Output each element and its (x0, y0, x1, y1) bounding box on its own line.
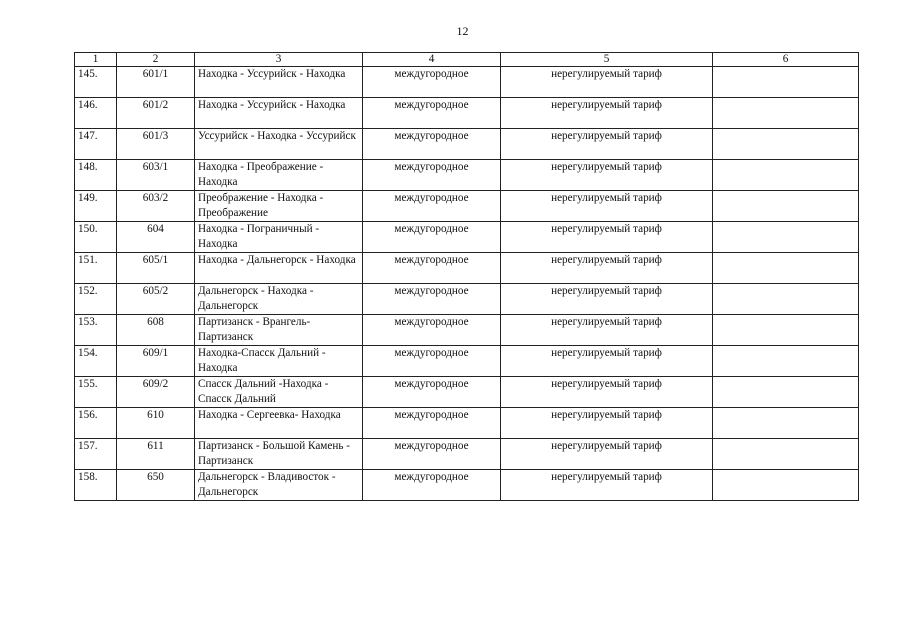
routes-table (74, 52, 859, 501)
extra-cell (713, 346, 859, 377)
route-code-cell: 609/1 (117, 346, 195, 377)
extra-cell (713, 222, 859, 253)
row-number-cell: 153. (75, 315, 117, 346)
route-type-cell: междугородное (363, 284, 501, 315)
route-name-cell: Дальнегорск - Владивосток - Дальнегорск (195, 470, 363, 501)
tariff-cell: нерегулируемый тариф (501, 191, 713, 222)
row-number-cell: 155. (75, 377, 117, 408)
route-code-cell: 611 (117, 439, 195, 470)
tariff-cell: нерегулируемый тариф (501, 408, 713, 439)
row-number-cell: 158. (75, 470, 117, 501)
route-type-cell: междугородное (363, 377, 501, 408)
table-body (75, 67, 859, 501)
row-number-cell: 145. (75, 67, 117, 98)
route-type-cell: междугородное (363, 439, 501, 470)
table-row (75, 439, 859, 470)
extra-cell (713, 377, 859, 408)
route-code-cell: 601/3 (117, 129, 195, 160)
table-row (75, 377, 859, 408)
column-header-5: 5 (501, 53, 713, 67)
tariff-cell: нерегулируемый тариф (501, 129, 713, 160)
extra-cell (713, 191, 859, 222)
page-number: 12 (456, 24, 469, 38)
tariff-cell: нерегулируемый тариф (501, 160, 713, 191)
row-number-cell: 146. (75, 98, 117, 129)
extra-cell (713, 315, 859, 346)
route-name-cell: Находка - Дальнегорск - Находка (195, 253, 363, 284)
route-name-cell: Преображение - Находка - Преображение (195, 191, 363, 222)
table-row (75, 408, 859, 439)
tariff-cell: нерегулируемый тариф (501, 253, 713, 284)
route-code-cell: 605/1 (117, 253, 195, 284)
extra-cell (713, 129, 859, 160)
row-number-cell: 154. (75, 346, 117, 377)
route-type-cell: междугородное (363, 253, 501, 284)
route-type-cell: междугородное (363, 470, 501, 501)
route-code-cell: 601/1 (117, 67, 195, 98)
row-number-cell: 157. (75, 439, 117, 470)
table-row (75, 67, 859, 98)
row-number-cell: 150. (75, 222, 117, 253)
route-code-cell: 603/2 (117, 191, 195, 222)
table-row (75, 470, 859, 501)
table-row (75, 284, 859, 315)
tariff-cell: нерегулируемый тариф (501, 346, 713, 377)
tariff-cell: нерегулируемый тариф (501, 67, 713, 98)
route-name-cell: Находка-Спасск Дальний - Находка (195, 346, 363, 377)
extra-cell (713, 98, 859, 129)
route-name-cell: Спасск Дальний -Находка - Спасск Дальний (195, 377, 363, 408)
route-name-cell: Находка - Уссурийск - Находка (195, 67, 363, 98)
extra-cell (713, 470, 859, 501)
route-name-cell: Уссурийск - Находка - Уссурийск (195, 129, 363, 160)
extra-cell (713, 284, 859, 315)
route-code-cell: 608 (117, 315, 195, 346)
table-row (75, 160, 859, 191)
column-header-1: 1 (75, 53, 117, 67)
table-row (75, 315, 859, 346)
route-type-cell: междугородное (363, 408, 501, 439)
route-type-cell: междугородное (363, 98, 501, 129)
table-row (75, 129, 859, 160)
route-name-cell: Находка - Уссурийск - Находка (195, 98, 363, 129)
table-row (75, 253, 859, 284)
extra-cell (713, 67, 859, 98)
tariff-cell: нерегулируемый тариф (501, 470, 713, 501)
row-number-cell: 148. (75, 160, 117, 191)
extra-cell (713, 253, 859, 284)
route-type-cell: междугородное (363, 315, 501, 346)
route-code-cell: 603/1 (117, 160, 195, 191)
tariff-cell: нерегулируемый тариф (501, 439, 713, 470)
row-number-cell: 147. (75, 129, 117, 160)
route-name-cell: Партизанск - Врангель- Партизанск (195, 315, 363, 346)
row-number-cell: 156. (75, 408, 117, 439)
route-type-cell: междугородное (363, 191, 501, 222)
route-code-cell: 650 (117, 470, 195, 501)
column-header-3: 3 (195, 53, 363, 67)
route-type-cell: междугородное (363, 222, 501, 253)
route-name-cell: Дальнегорск - Находка - Дальнегорск (195, 284, 363, 315)
route-code-cell: 604 (117, 222, 195, 253)
table-row (75, 222, 859, 253)
route-code-cell: 609/2 (117, 377, 195, 408)
route-type-cell: междугородное (363, 129, 501, 160)
route-code-cell: 605/2 (117, 284, 195, 315)
route-code-cell: 601/2 (117, 98, 195, 129)
route-type-cell: междугородное (363, 160, 501, 191)
route-name-cell: Находка - Преображение - Находка (195, 160, 363, 191)
column-header-6: 6 (713, 53, 859, 67)
table-header-row (75, 53, 859, 67)
route-name-cell: Партизанск - Большой Камень - Партизанск (195, 439, 363, 470)
route-code-cell: 610 (117, 408, 195, 439)
tariff-cell: нерегулируемый тариф (501, 98, 713, 129)
row-number-cell: 152. (75, 284, 117, 315)
table-row (75, 191, 859, 222)
row-number-cell: 149. (75, 191, 117, 222)
tariff-cell: нерегулируемый тариф (501, 284, 713, 315)
row-number-cell: 151. (75, 253, 117, 284)
table-row (75, 98, 859, 129)
tariff-cell: нерегулируемый тариф (501, 315, 713, 346)
route-type-cell: междугородное (363, 67, 501, 98)
extra-cell (713, 439, 859, 470)
tariff-cell: нерегулируемый тариф (501, 222, 713, 253)
extra-cell (713, 160, 859, 191)
route-name-cell: Находка - Пограничный - Находка (195, 222, 363, 253)
column-header-2: 2 (117, 53, 195, 67)
extra-cell (713, 408, 859, 439)
route-type-cell: междугородное (363, 346, 501, 377)
table-row (75, 346, 859, 377)
column-header-4: 4 (363, 53, 501, 67)
route-name-cell: Находка - Сергеевка- Находка (195, 408, 363, 439)
tariff-cell: нерегулируемый тариф (501, 377, 713, 408)
